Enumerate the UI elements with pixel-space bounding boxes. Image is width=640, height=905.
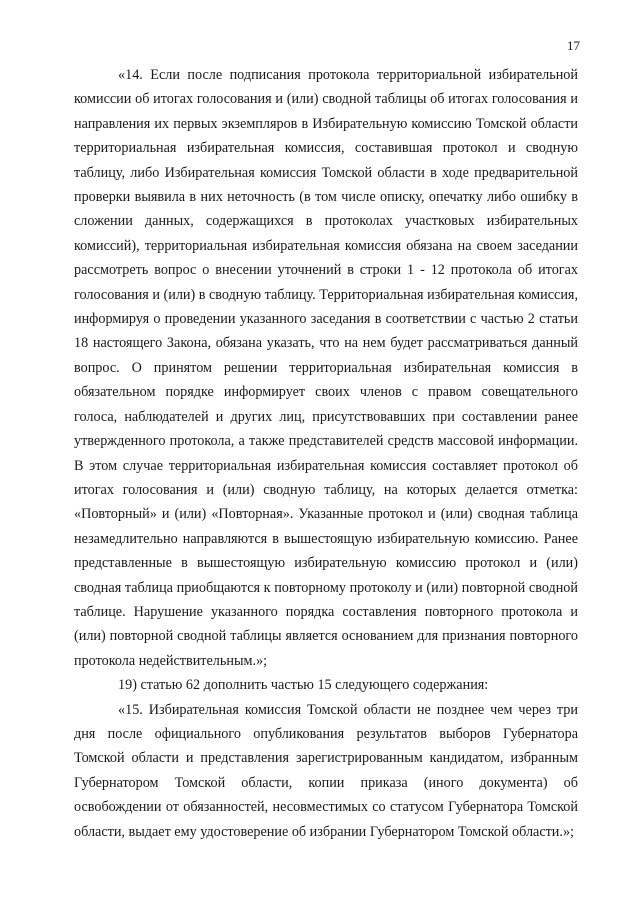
page-number: 17 [567,38,580,53]
paragraph-item-19: 19) статью 62 дополнить частью 15 следующего содержания: [118,677,489,694]
paragraph-part-15: «15. Избирательная комиссия Томской области не позднее чем через три дня после официального опубликования результатов выборов Губернатора Томской области и представления зарегистрированным кандидатом, избранным Губернатором Томской области, копии приказа (иного документа) об освобождении от обязанностей, несовместимых со статусом Губернатора Томской области, выдает ему удостоверение об избрании Губернатором Томской области.»; [74,701,578,840]
paragraph-part-14: «14. Если после подписания протокола территориальной избирательной комиссии об итогах голосования и (или) сводной таблицы об итогах голосования и направления их первых экземпляров в Избирательную комиссию Томской области территориальная избирательная комиссия, составившая протокол и сводную таблицу, либо Избирательная комиссия Томской области в ходе предварительной проверки выявила в них неточность (в том числе описку, опечатку либо ошибку в сложении данных, содержащихся в протоколах участковых избирательных комиссий), территориальная избирательная комиссия обязана на своем заседании рассмотреть вопрос о внесении уточнений в строки 1 - 12 протокола об итогах голосования и (или) в сводную таблицу. Территориальная избирательная комиссия, информируя о проведении указанного заседания в соответствии с частью 2 статьи 18 настоящего Закона, обязана указать, что на нем будет рассматриваться данный вопрос. О принятом решении территориальная избирательная комиссия в обязательном порядке информирует своих членов с правом совещательного голоса, наблюдателей и других лиц, присутствовавших при составлении ранее утвержденного протокола, а также представителей средств массовой информации. В этом случае территориальная избирательная комиссия составляет протокол об итогах голосования и (или) сводную таблицу, на которых делается отметка: «Повторный» и (или) «Повторная». Указанные протокол и (или) сводная таблица незамедлительно направляются в вышестоящую избирательную комиссию. Ранее представленные в вышестоящую избирательную комиссию протокол и (или) сводная таблица приобщаются к повторному протоколу и (или) повторной сводной таблице. Нарушение указанного порядка составления повторного протокола и (или) повторной сводной таблицы является основанием для признания повторного протокола недействительным.»; [74,67,578,669]
document-body [74,63,578,844]
